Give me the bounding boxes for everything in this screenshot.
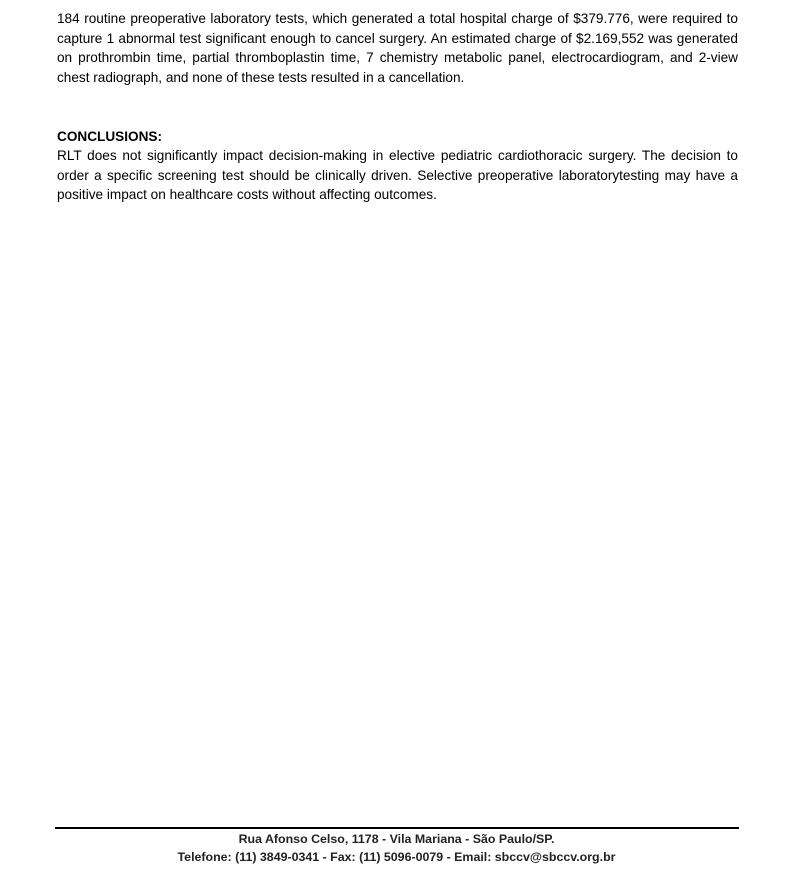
conclusions-heading: CONCLUSIONS: [57, 129, 162, 144]
footer-contact: Telefone: (11) 3849-0341 - Fax: (11) 5096-0079 - Email: sbccv@sbccv.org.br [177, 850, 616, 864]
footer-divider [55, 827, 739, 829]
footer-address: Rua Afonso Celso, 1178 - Vila Mariana - São Paulo/SP. [238, 832, 555, 846]
results-paragraph: 184 routine preoperative laboratory tests, which generated a total hospital charge of $379.776, were required to capture 1 abnormal test significant enough to cancel surgery. An estimated charge of $2.169,552 was generated on prothrombin time, partial thromboplastin time, 7 chemistry metabolic panel, electrocardiogram, and 2-view chest radiograph, and none of these tests resulted in a cancellation. [57, 11, 738, 85]
conclusions-paragraph: RLT does not significantly impact decision-making in elective pediatric cardiothoracic surgery. The decision to order a specific screening test should be clinically driven. Selective preoperative laboratorytesting may have a positive impact on healthcare costs without affecting outcomes. [57, 148, 738, 202]
